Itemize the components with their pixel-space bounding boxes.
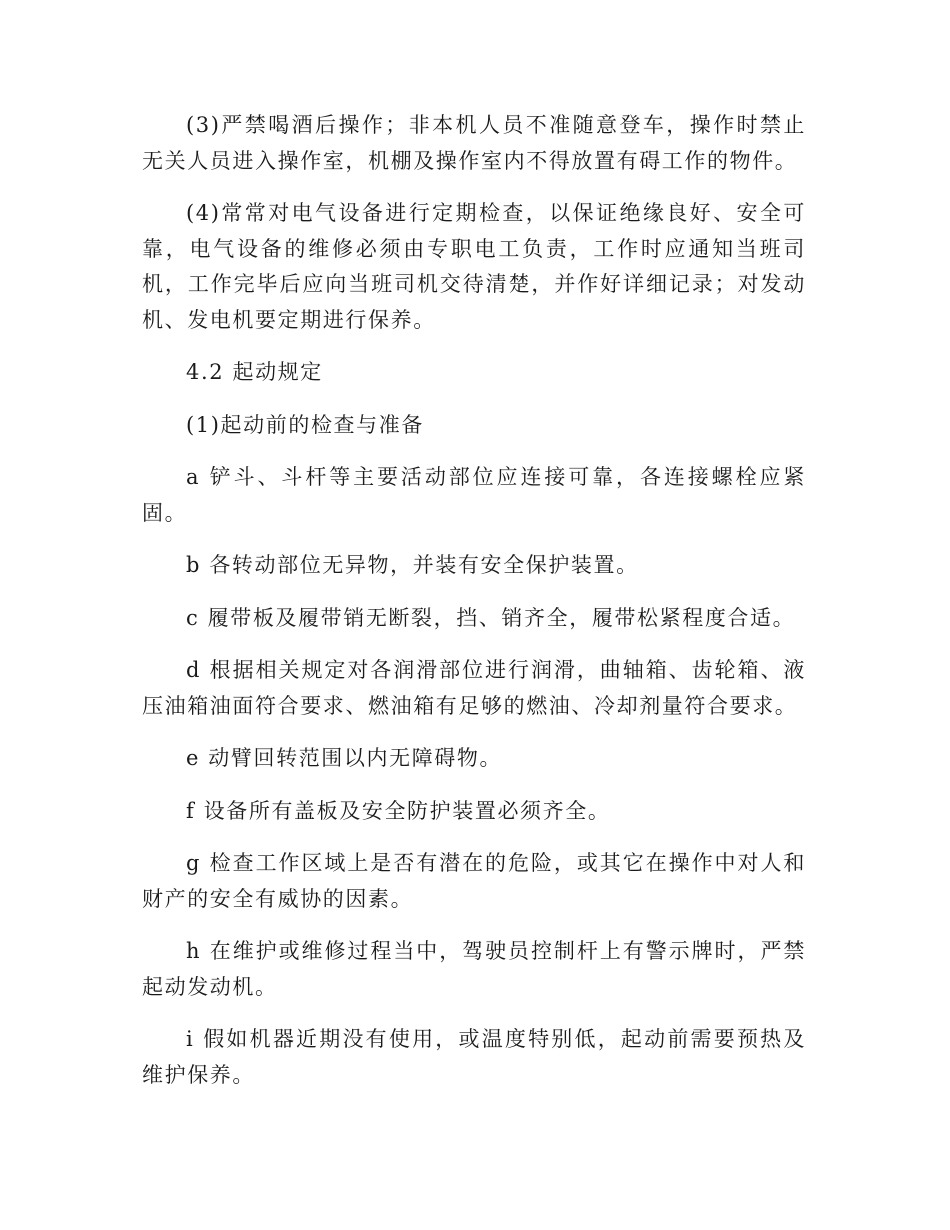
list-item-g: g 检查工作区域上是否有潜在的危险，或其它在操作中对人和财产的安全有威协的因素。 <box>142 851 806 911</box>
list-item-f: f 设备所有盖板及安全防护装置必须齐全。 <box>186 798 611 823</box>
list-item-i: i 假如机器近期没有使用，或温度特别低，起动前需要预热及维护保养。 <box>142 1027 806 1087</box>
paragraph-rule-4: (4)常常对电气设备进行定期检查，以保证绝缘良好、安全可靠，电气设备的维修必须由专职电工负责，工作时应通知当班司机，工作完毕后应向当班司机交待清楚，并作好详细记录；对发动机、发电机要定期进行保养。 <box>142 201 806 332</box>
list-item-c: c 履带板及履带销无断裂，挡、销齐全，履带松紧程度合适。 <box>186 605 796 630</box>
paragraph-rule-3: (3)严禁喝酒后操作；非本机人员不准随意登车，操作时禁止无关人员进入操作室，机棚及操作室内不得放置有碍工作的物件。 <box>142 113 806 173</box>
list-item-d: d 根据相关规定对各润滑部位进行润滑，曲轴箱、齿轮箱、液压油箱油面符合要求、燃油箱有足够的燃油、冷却剂量符合要求。 <box>142 658 806 718</box>
list-item-h: h 在维护或维修过程当中，驾驶员控制杆上有警示牌时，严禁起动发动机。 <box>142 939 806 999</box>
list-item-a: a 铲斗、斗杆等主要活动部位应连接可靠，各连接螺栓应紧固。 <box>142 465 806 525</box>
subheading-pre-start-check: (1)起动前的检查与准备 <box>186 412 424 437</box>
list-item-e: e 动臂回转范围以内无障碍物。 <box>186 746 503 770</box>
section-heading-4-2: 4.2 起动规定 <box>186 360 323 384</box>
document-body <box>142 108 806 1110</box>
list-item-b: b 各转动部位无异物，并装有安全保护装置。 <box>186 553 639 577</box>
